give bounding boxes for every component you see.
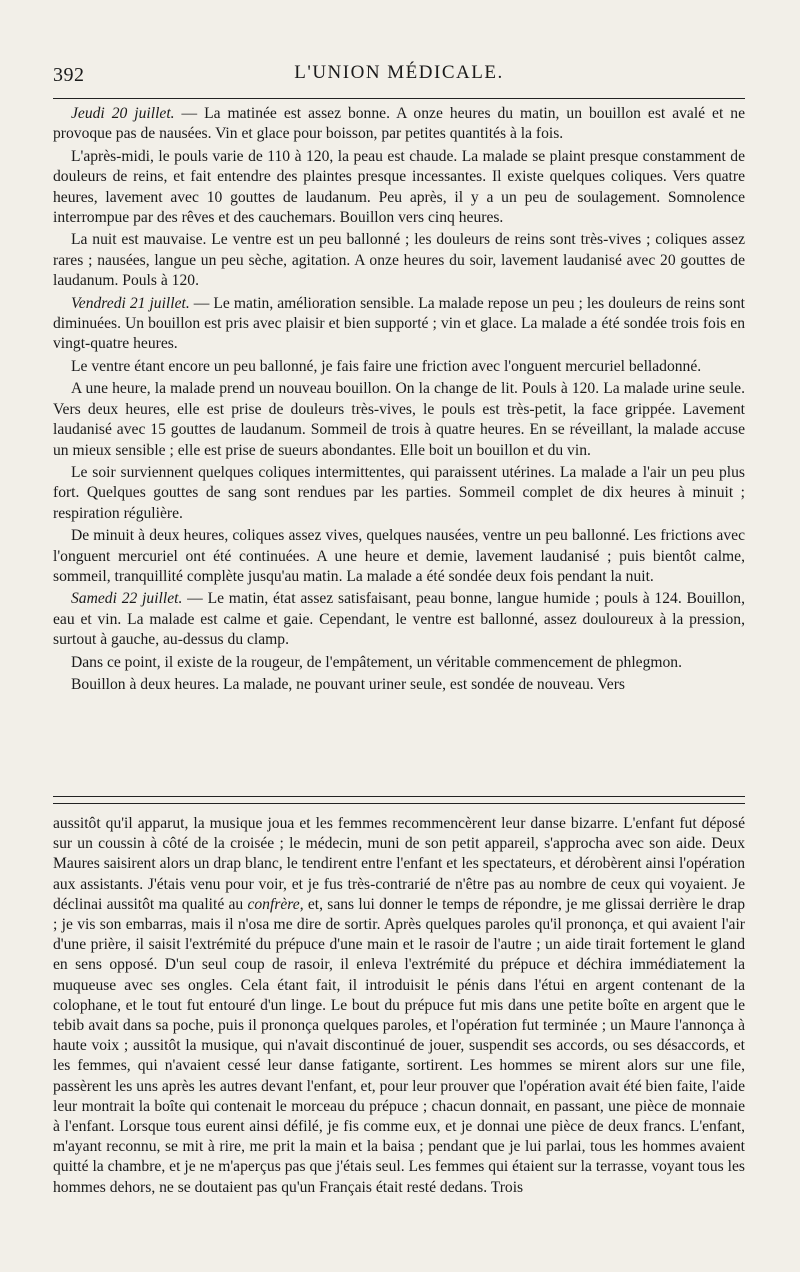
paragraph-text: L'après-midi, le pouls varie de 110 à 120, la peau est chaude. La malade se plaint presque constamment de douleurs de reins, et fait entendre des plaintes presque incessantes. Il existe quelques coliques. Vers quatre heures, lavement avec 10 gouttes de laudanum. Peu après, il y a un peu de soulagement. Somnolence interrompue par des rêves et des cauchemars. Bouillon vers cinq heures. [53, 147, 745, 227]
italic-word: confrère [247, 895, 300, 913]
paragraph-text: De minuit à deux heures, coliques assez vives, quelques nausées, ventre un peu ballonné. Les frictions avec l'onguent mercuriel ont été continuées. A une heure et demie, lavement laudanisé ; puis bientôt calme, sommeil, tranquillité complète jusqu'au matin. La malade a été sondée deux fois pendant la nuit. [53, 527, 745, 585]
date-label: Vendredi 21 juillet. [71, 294, 190, 312]
paragraph [53, 814, 745, 1198]
paragraph-text: , et, sans lui donner le temps de répondre, je me glissai derrière le drap ; je vis son embarras, mais il n'osa me dire de sortir. Après quelques paroles qu'il prononça, et qui avaient l'air d'une prière, il saisit l'extrémité du prépuce d'une main et le rasoir de l'autre ; un aide tirait fortement le gland en sens opposé. D'un seul coup de rasoir, il enleva l'extrémité du prépuce et déchira immédiatement la muqueuse avec ses ongles. Cela étant fait, il introduisit le pénis dans l'étui en argent contenant de la colophane, et le tout fut entouré d'un linge. Le bout du prépuce fut mis dans une petite boîte en argent que le tebib avait dans sa poche, puis il prononça quelques paroles, et l'opération fut terminée ; un Maure l'annonça à haute voix ; aussitôt la musique, qui n'avait discontinué de jouer, suspendit ses accords, ou ses désaccords, et les femmes, qui n'avaient cessé leur danse fatigante, sortirent. Les hommes se mirent alors sur une file, passèrent les uns après les autres devant l'enfant, et, pour leur prouver que l'opération avait été bien faite, l'aide leur montrait la boîte qui contenait le morceau du prépuce ; chacun donnait, en passant, une pièce de monnaie à l'enfant. Lorsque tous eurent ainsi défilé, je fis comme eux, et je donnai une pièce de deux francs. L'enfant, m'ayant reconnu, se mit à rire, me prit la main et la baisa ; pendant que je lui parlai, tous les hommes avaient quitté la chambre, et je ne m'aperçus pas que j'étais seul. Les femmes qui étaient sur la terrasse, voyant tous les hommes dehors, ne se doutaient pas qu'un Français était resté dedans. Trois [53, 895, 746, 1196]
paragraph [53, 589, 745, 650]
page-header [53, 58, 745, 88]
paragraph-text: Le ventre étant encore un peu ballonné, je fais faire une friction avec l'onguent mercuriel belladonné. [71, 357, 702, 375]
paragraph-text: — Le matin, amélioration sensible. La malade repose un peu ; les douleurs de reins sont diminuées. Un bouillon est pris avec plaisir et bien supporté ; vin et glace. La malade a été sondée trois fois en vingt-quatre heures. [53, 294, 745, 353]
section-separator-rule [53, 796, 745, 804]
paragraph [53, 379, 745, 461]
paragraph [53, 357, 745, 377]
paragraph-text: A une heure, la malade prend un nouveau bouillon. On la change de lit. Pouls à 120. La malade urine seule. Vers deux heures, elle est prise de douleurs très-vives, le pouls est très-petit, la face grippée. Lavement laudanisé avec 15 gouttes de laudanum. Sommeil de trois à quatre heures. En se réveillant, la malade accuse un mieux sensible ; elle est prise de sueurs abondantes. Elle boit un bouillon et du vin. [53, 380, 745, 459]
clinical-observation [53, 104, 745, 697]
paragraph [53, 147, 745, 229]
paragraph [53, 526, 745, 587]
date-label: Samedi 22 juillet. [71, 590, 183, 608]
paragraph-text: aussitôt qu'il apparut, la musique joua et les femmes recommencèrent leur danse bizarre. L'enfant fut déposé sur un coussin à côté de la croisée ; le médecin, muni de son petit appareil, s'approcha avec son aide. Deux Maures saisirent alors un drap blanc, le tendirent entre l'enfant et les spectateurs, et dérobèrent ainsi l'opération aux assistants. J'étais venu pour voir, et je fus très-contrarié de n'être pas au nombre de ceux qui voyaient. Je déclinai aussitôt ma qualité au [53, 815, 745, 913]
page-number: 392 [53, 64, 85, 86]
paragraph [53, 104, 745, 145]
paragraph [53, 653, 745, 673]
paragraph-text: Le soir surviennent quelques coliques intermittentes, qui paraissent utérines. La malade a l'air un peu plus fort. Quelques gouttes de sang sont rendues par les parties. Sommeil complet de dix heures à minuit ; respiration régulière. [53, 463, 745, 522]
paragraph [53, 294, 745, 355]
paragraph [53, 463, 745, 524]
paragraph-text: Bouillon à deux heures. La malade, ne pouvant uriner seule, est sondée de nouveau. Vers [71, 675, 625, 693]
running-title: L'UNION MÉDICALE. [294, 62, 504, 83]
paragraph [53, 675, 745, 695]
paragraph-text: La nuit est mauvaise. Le ventre est un peu ballonné ; les douleurs de reins sont très-vives ; coliques assez rares ; nausées, langue un peu sèche, agitation. A onze heures du soir, lavement laudanisé avec 20 gouttes de laudanum. Pouls à 120. [53, 231, 745, 290]
date-label: Jeudi 20 juillet. [71, 105, 175, 122]
paragraph-text: — Le matin, état assez satisfaisant, peau bonne, langue humide ; pouls à 124. Bouillon, eau et vin. La malade est calme et gaie. Cependant, le ventre est ballonné, assez douloureux à la pression, surtout à gauche, au-dessus du clamp. [53, 590, 745, 649]
paragraph-text: Dans ce point, il existe de la rougeur, de l'empâtement, un véritable commencement de phlegmon. [71, 653, 683, 671]
paragraph [53, 230, 745, 291]
header-rule [53, 98, 745, 99]
paragraph-text: — La matinée est assez bonne. A onze heures du matin, un bouillon est avalé et ne provoque pas de nausées. Vin et glace pour boisson, par petites quantités à la fois. [53, 105, 745, 143]
feuilleton-text [53, 814, 745, 1198]
